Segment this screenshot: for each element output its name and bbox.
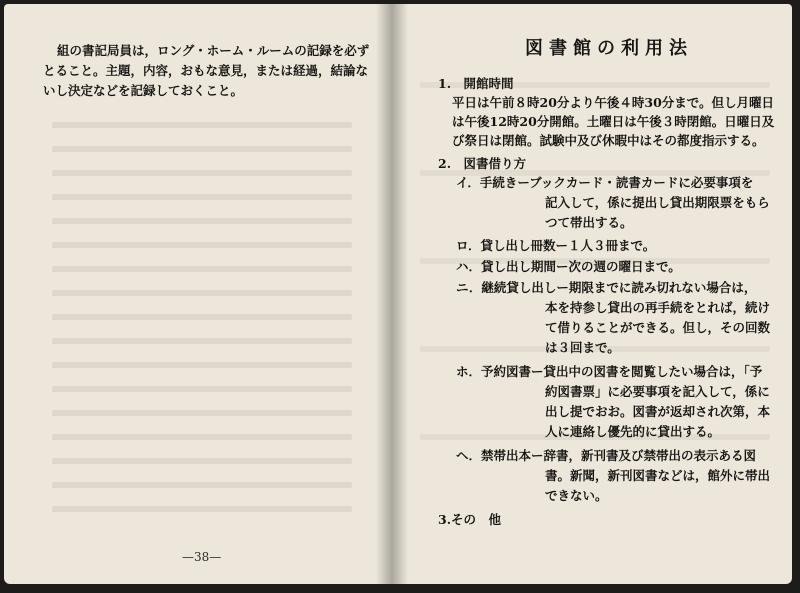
list-item-line: は３回まで。 xyxy=(545,340,620,355)
show-through-line xyxy=(52,410,352,416)
list-item-line: 記入して，係に提出し貸出期限票をもら xyxy=(545,195,770,210)
show-through-line xyxy=(52,362,352,368)
show-through-line xyxy=(52,434,352,440)
list-item-line: イ．手続きーブックカード・読書カードに必要事項を xyxy=(456,175,754,190)
show-through-line xyxy=(52,266,352,272)
show-through-line xyxy=(52,314,352,320)
book-gutter xyxy=(376,4,408,584)
list-item-line: 人に連絡し優先的に貸出する。 xyxy=(545,424,721,439)
list-item-line: て借りることができる。但し，その回数 xyxy=(545,320,771,335)
left-paragraph-line: とること。主題，内容，おもな意見，または経過，結論な xyxy=(43,63,369,78)
list-item-line: ロ．貸し出し冊数ー１人３冊まで。 xyxy=(456,238,656,253)
list-item-line: ヘ．禁帯出本ー辞書，新刊書及び禁帯出の表示ある図 xyxy=(456,448,757,463)
section-line: 平日は午前８時20分より午後４時30分まで。但し月曜日 xyxy=(452,95,775,110)
list-item-line: 出し提でおお。図書が返却され次第，本 xyxy=(545,404,771,419)
section-heading: 2. 図書借り方 xyxy=(438,156,527,171)
show-through-line xyxy=(52,338,352,344)
list-item-line: ハ．貸し出し期間ー次の週の曜日まで。 xyxy=(456,259,681,274)
section-line: は午後12時20分開館。土曜日は午後３時閉館。日曜日及 xyxy=(452,114,775,129)
show-through-line xyxy=(52,290,352,296)
list-item-line: ニ．継続貸し出しー期限までに読み切れない場合は， xyxy=(456,280,757,295)
left-page-number: —38— xyxy=(182,550,222,564)
list-item-line: できない。 xyxy=(545,488,608,503)
show-through-line xyxy=(52,458,352,464)
section-heading: 3.その 他 xyxy=(438,512,502,527)
list-item-line: 本を持参し貸出の再手続をとれば，続け xyxy=(545,300,771,315)
left-paragraph-line: いし決定などを記録しておくこと。 xyxy=(43,83,244,98)
show-through-line xyxy=(52,506,352,512)
list-item-line: ホ．予約図書ー貸出中の図書を閲覧したい場合は，「予 xyxy=(456,364,763,379)
show-through-line xyxy=(52,170,352,176)
show-through-line xyxy=(52,242,352,248)
list-item-line: つて帯出する。 xyxy=(545,215,633,230)
list-item-line: 書。新聞，新刊図書などは，館外に帯出 xyxy=(545,468,771,483)
page-title: 図書館の利用法 xyxy=(525,38,693,59)
show-through-line xyxy=(52,146,352,152)
show-through-line xyxy=(52,482,352,488)
section-line: び祭日は閉館。試験中及び休暇中はその都度指示する。 xyxy=(452,133,765,148)
section-heading: 1. 開館時間 xyxy=(438,76,514,91)
left-paragraph-line: 組の書記局員は，ロング・ホーム・ルームの記録を必ず xyxy=(57,43,370,58)
show-through-line xyxy=(52,194,352,200)
show-through-line xyxy=(52,386,352,392)
show-through-line xyxy=(52,122,352,128)
list-item-line: 約図書票」に必要事項を記入して，係に xyxy=(545,384,770,399)
show-through-line xyxy=(52,218,352,224)
